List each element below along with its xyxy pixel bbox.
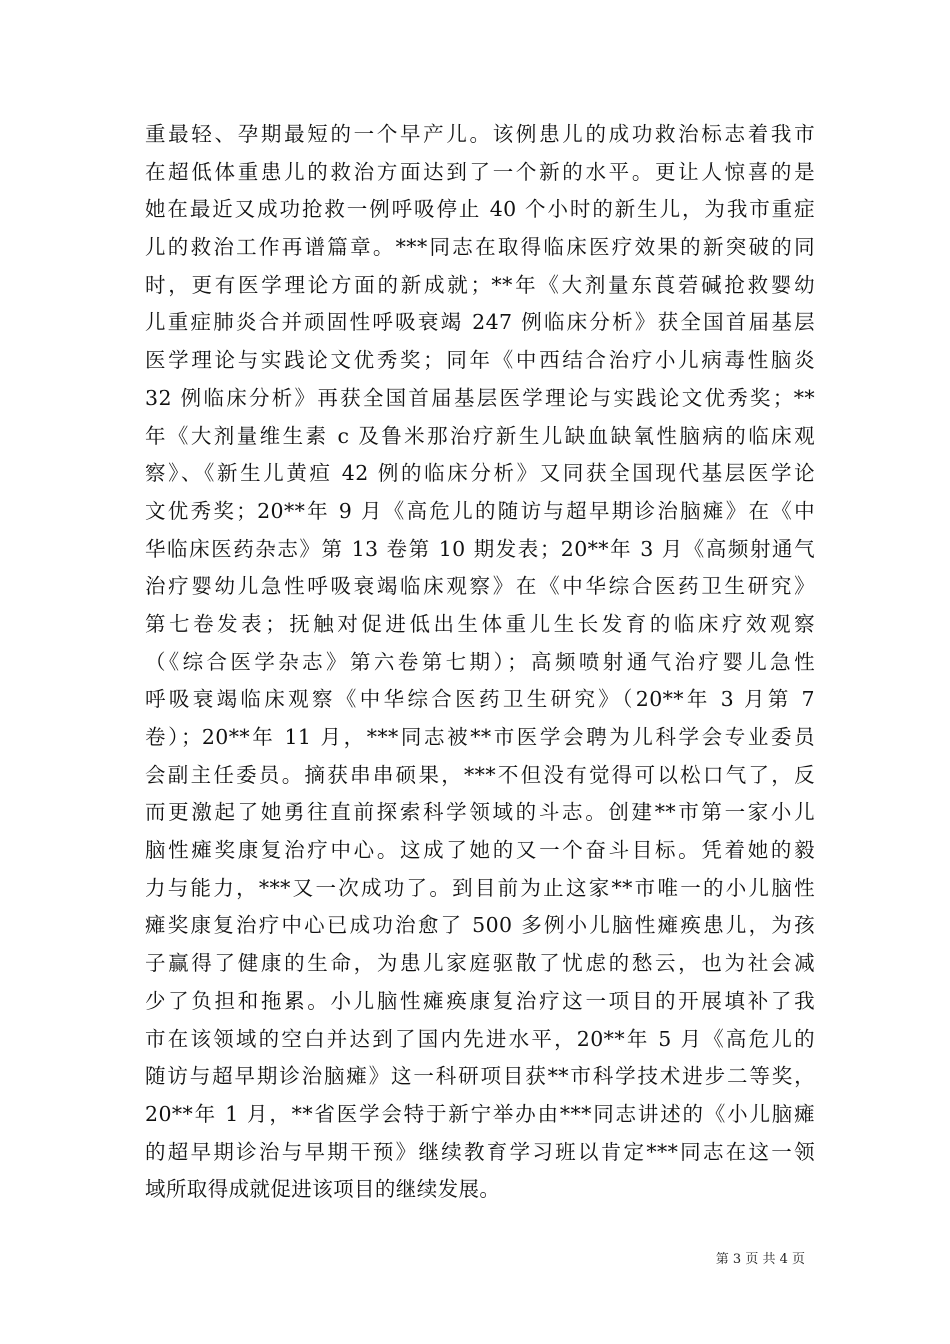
text-line: 第七卷发表；抚触对促进低出生体重儿生长发育的临床疗效观察: [145, 611, 815, 636]
text-line: 察》、《新生儿黄疸 42 例的临床分析》又同获全国现代基层医学论: [145, 461, 815, 486]
text-line: 而更激起了她勇往直前探索科学领域的斗志。创建**市第一家小儿: [145, 800, 815, 825]
text-line: 会副主任委员。摘获串串硕果，***不但没有觉得可以松口气了，反: [145, 762, 815, 787]
text-line: 瘫奖康复治疗中心已成功治愈了 500 多例小儿脑性瘫痪患儿，为孩: [145, 913, 815, 938]
text-line: 脑性瘫奖康复治疗中心。这成了她的又一个奋斗目标。凭着她的毅: [145, 838, 815, 863]
text-line: 卷）；20**年 11 月，***同志被**市医学会聘为儿科学会专业委员: [145, 725, 815, 749]
text-line: 儿的救治工作再谱篇章。***同志在取得临床医疗效果的新突破的同: [145, 235, 815, 260]
text-line: 文优秀奖；20**年 9 月《高危儿的随访与超早期诊治脑瘫》在《中: [145, 498, 815, 523]
text-line: 32 例临床分析》再获全国首届基层医学理论与实践论文优秀奖；**: [145, 385, 815, 410]
text-line: 医学理论与实践论文优秀奖；同年《中西结合治疗小儿病毒性脑炎: [145, 348, 815, 373]
text-line: 少了负担和拖累。小儿脑性瘫痪康复治疗这一项目的开展填补了我: [145, 988, 815, 1013]
text-line: 她在最近又成功抢救一例呼吸停止 40 个小时的新生儿，为我市重症: [145, 197, 815, 222]
text-line: 治疗婴幼儿急性呼吸衰竭临床观察》在《中华综合医药卫生研究》: [145, 574, 815, 599]
text-line: 力与能力，***又一次成功了。到目前为止这家**市唯一的小儿脑性: [145, 875, 815, 900]
text-line: （《综合医学杂志》第六卷第七期）；高频喷射通气治疗婴儿急性: [145, 649, 815, 674]
text-line: 的超早期诊治与早期干预》继续教育学习班以肯定***同志在这一领: [145, 1139, 815, 1164]
text-line: 市在该领域的空白并达到了国内先进水平，20**年 5 月《高危儿的: [145, 1026, 815, 1051]
text-line: 20**年 1 月，**省医学会特于新宁举办由***同志讲述的《小儿脑瘫: [145, 1101, 815, 1126]
text-line: 时，更有医学理论方面的新成就；**年《大剂量东莨菪碱抢救婴幼: [145, 272, 815, 297]
page-number-footer: 第 3 页 共 4 页: [715, 1252, 805, 1267]
text-line: 子赢得了健康的生命，为患儿家庭驱散了忧虑的愁云，也为社会减: [145, 951, 815, 976]
text-line: 重最轻、孕期最短的一个早产儿。该例患儿的成功救治标志着我市: [145, 122, 815, 146]
text-line: 华临床医药杂志》第 13 卷第 10 期发表；20**年 3 月《高频射通气: [145, 536, 815, 561]
text-line: 呼吸衰竭临床观察《中华综合医药卫生研究》（20**年 3 月第 7: [145, 687, 815, 712]
text-line: 在超低体重患儿的救治方面达到了一个新的水平。更让人惊喜的是: [145, 159, 815, 184]
text-line: 年《大剂量维生素 c 及鲁米那治疗新生儿缺血缺氧性脑病的临床观: [145, 423, 815, 448]
body-paragraph: [145, 116, 815, 1209]
text-line-last: 域所取得成就促进该项目的继续发展。: [145, 1177, 501, 1202]
text-line: 随访与超早期诊治脑瘫》这一科研项目获**市科学技术进步二等奖，: [145, 1064, 815, 1089]
text-line: 儿重症肺炎合并顽固性呼吸衰竭 247 例临床分析》获全国首届基层: [145, 310, 815, 335]
